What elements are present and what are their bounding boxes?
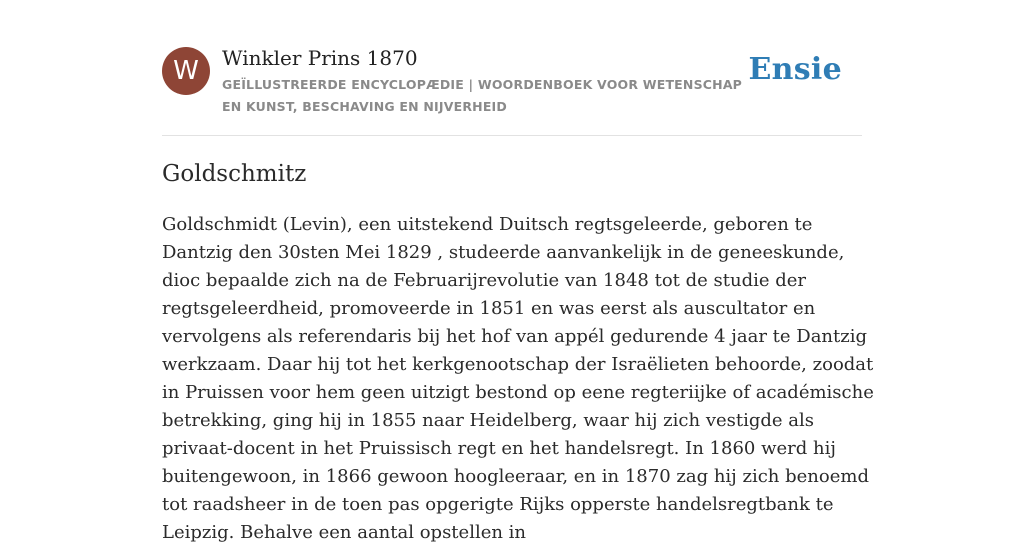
source-subtitle: GEÏLLUSTREERDE ENCYCLOPÆDIE | WOORDENBOEK VOOR WETENSCHAP EN KUNST, BESCHAVING EN NIJVERHEID xyxy=(222,77,743,114)
source-title[interactable]: Winkler Prins 1870 xyxy=(222,46,418,70)
header-divider xyxy=(162,135,862,136)
brand-logo[interactable]: Ensie xyxy=(748,52,842,87)
entry-body: Goldschmidt (Levin), een uitstekend Duitsch regtsgeleerde, geboren te Dantzig den 30sten Mei 1829 , studeerde aanvankelijk in de geneeskunde, dioc bepaalde zich na de Februarijrevolutie van 1848 tot de studie der regtsgeleerdheid, promoveerde in 1851 en was eerst als auscultator en vervolgens als referendaris bij het hof van appél gedurende 4 jaar te Dantzig werkzaam. Daar hij tot het kerkgenootschap der Israëlieten behoorde, zoodat in Pruissen voor hem geen uitzigt bestond op eene regteriijke of académische betrekking, ging hij in 1855 naar Heidelberg, waar hij zich vestigde als privaat-docent in het Pruissisch regt en het handelsregt. In 1860 werd hij buitengewoon, in 1866 gewoon hoogleeraar, en in 1870 zag hij zich benoemd tot raadsheer in de toen pas opgerigte Rijks opperste handelsregtbank te Leipzig. Behalve een aantal opstellen in xyxy=(162,214,874,543)
entry-title: Goldschmitz xyxy=(162,161,307,187)
source-header xyxy=(162,44,862,116)
source-avatar: W xyxy=(162,47,210,95)
